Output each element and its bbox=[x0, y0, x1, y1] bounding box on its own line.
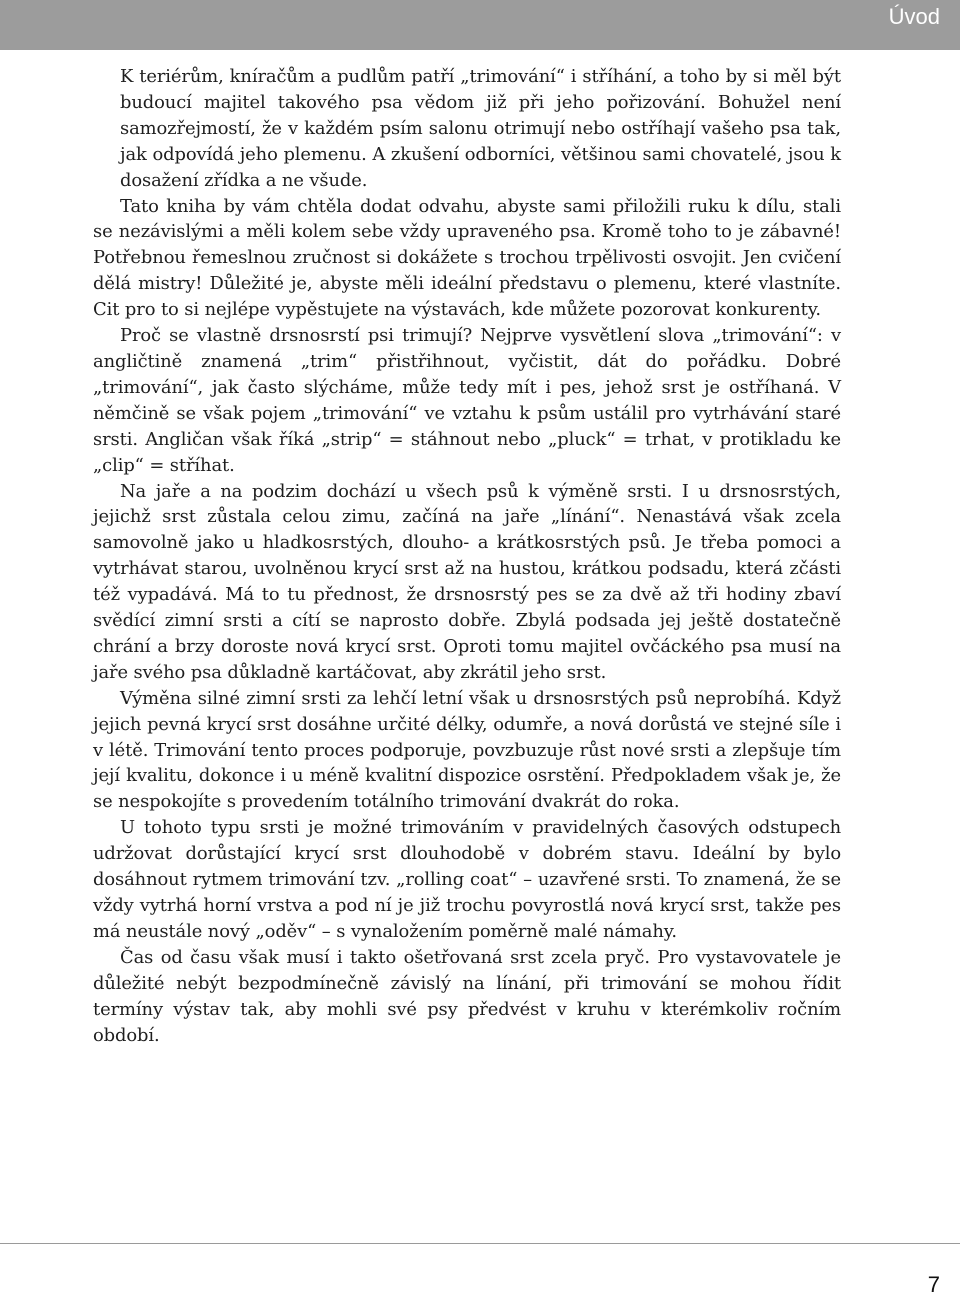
paragraph: Proč se vlastně drsnosrstí psi trimují? Nejprve vysvětlení slova „trimování“: v angličtině znamená „trim“ přistřihnout, vyčistit, dát do pořádku. Dobré „trimování“, jak často slýcháme, může tedy mít i pes, jehož srst je ostříhaná. V němčině se však pojem „trimování“ ve vztahu k psům ustálil pro vytrhávání staré srsti. Angličan však říká „strip“ = stáhnout nebo „pluck“ = trhat, v protikladu ke „clip“ = stříhat. bbox=[93, 325, 841, 476]
footer-divider bbox=[0, 1243, 960, 1244]
paragraph: Tato kniha by vám chtěla dodat odvahu, abyste sami přiložili ruku k dílu, stali se nezávislými a měli kolem sebe vždy upraveného psa. Kromě toho to je zábavné! Potřebnou řemeslnou zručnost si dokážete s trochou trpělivosti osvojit. Jen cvičení dělá mistry! Důležité je, abyste měli ideální představu o plemenu, které vlastníte. Cit pro to si nejlépe vypěstujete na výstavách, kde můžete pozorovat konkurenty. bbox=[93, 195, 841, 321]
paragraph: Čas od času však musí i takto ošetřovaná srst zcela pryč. Pro vystavovatele je důležité nebýt bezpodmínečně závislý na línání, při trimování se mohou řídit termíny výstav tak, aby mohli své psy předvést v kruhu v kterémkoliv ročním období. bbox=[93, 946, 841, 1046]
paragraph: Výměna silné zimní srsti za lehčí letní však u drsnosrstých psů neprobíhá. Když jejich pevná krycí srst dosáhne určité délky, odumře, a nová dorůstá ve stejné síle i v létě. Trimování tento proces podporuje, povzbuzuje růst nové srsti a zlepšuje tím její kvalitu, dokonce i u méně kvalitní dispozice osrstění. Předpokladem však je, že se nespokojíte s provedením totálního trimování dvakrát do roka. bbox=[93, 687, 841, 813]
paragraph: U tohoto typu srsti je možné trimováním v pravidelných časových odstupech udržovat dorůstající krycí srst dlouhodobě v dobrém stavu. Ideální by bylo dosáhnout rytmem trimování tzv. „rolling coat“ – uzavřené srsti. To znamená, že se vždy vytrhá horní vrstva a pod ní je již trochu povyrostlá nová krycí srst, takže pes má neustále nový „oděv“ – s vynaložením poměrně malé námahy. bbox=[93, 817, 841, 942]
header-bar bbox=[0, 0, 960, 50]
section-title: Úvod bbox=[888, 4, 940, 29]
page-number: 7 bbox=[927, 1272, 940, 1297]
paragraph: K teriérům, kníračům a pudlům patří „trimování“ i stříhání, a toho by si měl být budoucí majitel takového psa vědom již při jeho pořizování. Bohužel není samozřejmostí, že v každém psím salonu otrimují nebo ostříhají vašeho psa tak, jak odpovídá jeho plemenu. A zkušení odborníci, většinou sami chovatelé, jsou k dosažení zřídka a ne všude. bbox=[120, 66, 841, 191]
body-text bbox=[93, 64, 841, 1048]
paragraph: Na jaře a na podzim dochází u všech psů k výměně srsti. I u drsnosrstých, jejichž srst zůstala celou zimu, začíná na jaře „línání“. Nenastává však zcela samovolně jako u hladkosrstých, dlouho- a krátkosrstých psů. Je třeba pomoci a vytrhávat starou, uvolněnou krycí srst až na hustou, krátkou podsadu, která zčásti též vypadává. Má to tu přednost, že drsnosrstý pes se za dvě až tři hodiny zbaví svědící zimní srsti a cítí se naprosto dobře. Zbylá podsada jej ještě dostatečně chrání a brzy doroste nová krycí srst. Oproti tomu majitel ovčáckého psa musí na jaře svého psa důkladně kartáčovat, aby zkrátil jeho srst. bbox=[93, 480, 841, 683]
